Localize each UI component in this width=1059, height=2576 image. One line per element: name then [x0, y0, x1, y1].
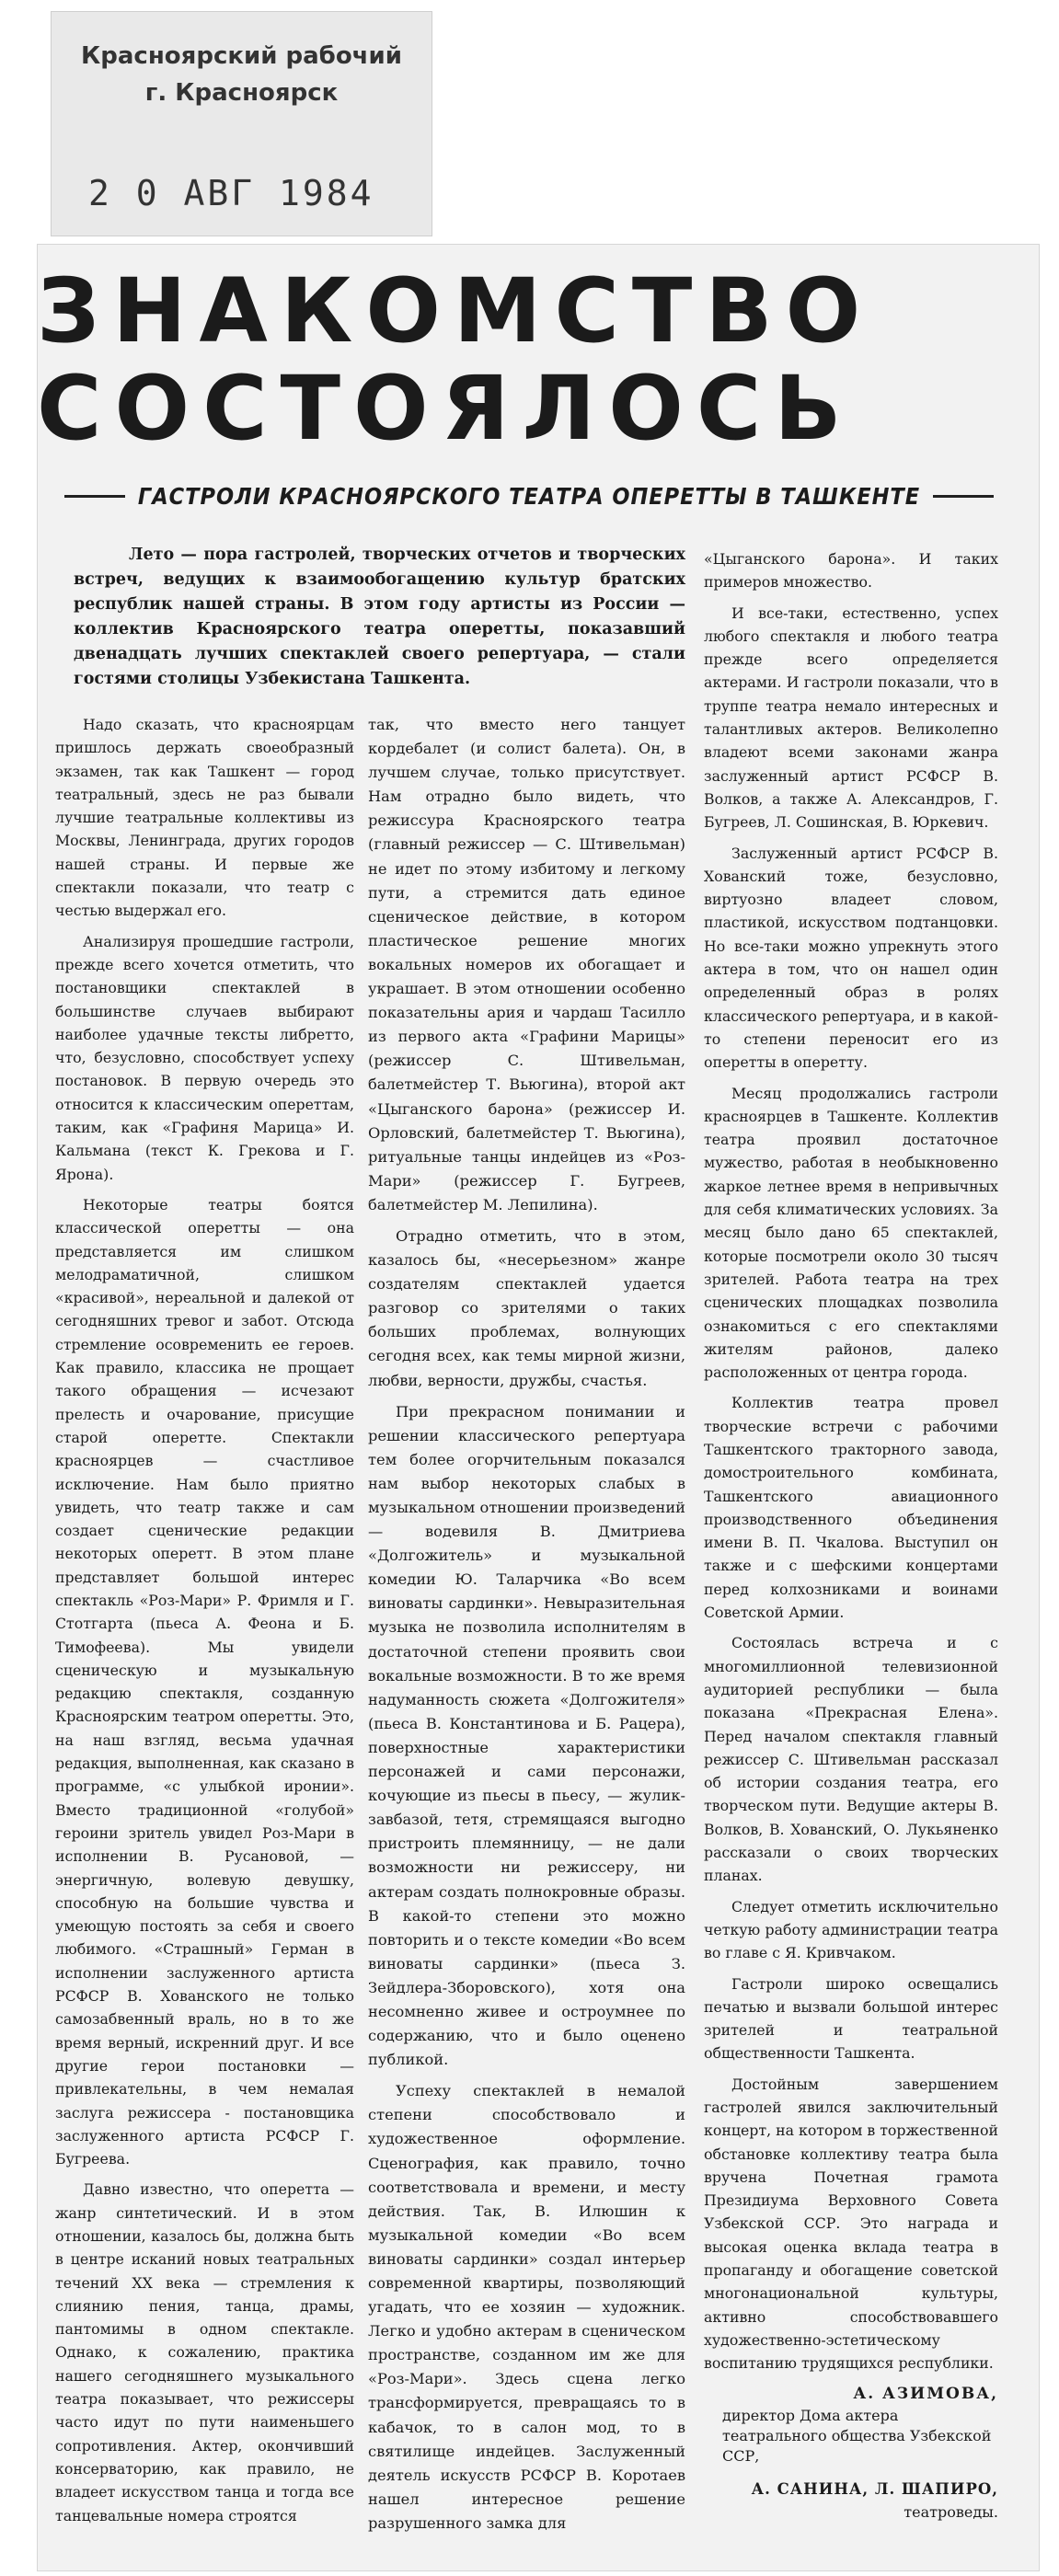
paragraph: Успеху спектаклей в немалой степени способствовало и художественное оформление. Сценография, как правило, точно соответствовала и времени, и месту действия. Так, В. Илюшин к музыкальной комедии «Во всем виноваты сардинки» создал интерьер современной квартиры, позволяющий угадать, что ее хозяин — художник. Легко и удобно актерам в сценическом пространстве, созданном им же для «Роз-Мари». Здесь сцена легко трансформируется, превращаясь то в кабачок, то в салон мод, то в святилище индейцев. Заслуженный деятель искусств РСФСР В. Коротаев нашел интересное решение разрушенного замка для	[368, 2082, 685, 2532]
newspaper-city: г. Красноярск	[144, 79, 339, 107]
subtitle-text: ГАСТРОЛИ КРАСНОЯРСКОГО ТЕАТРА ОПЕРЕТТЫ В ТАШКЕНТЕ	[137, 483, 921, 510]
signature-authors-role: театроведы.	[904, 2503, 998, 2522]
paragraph: Отрадно отметить, что в этом, казалось бы, «несерьезном» жанре создателям спектаклей удается разговор со зрителями о таких больших проблемах, волнующих сегодня всех, как темы мирной жизни, любви, верности, дружбы, счастья.	[368, 1226, 685, 1389]
paragraph: Анализируя прошедшие гастроли, прежде всего хочется отметить, что постановщики спектаклей в большинстве случаев выбирают наиболее удачные тексты либретто, что, безусловно, способствует успеху постановок. В первую очередь это относится к классическим опереттам, таким, как «Графиня Марица» И. Кальмана (текст К. Грекова и Г. Ярона).	[55, 932, 354, 1183]
column-1	[55, 713, 354, 2535]
signature-name: А. АЗИМОВА,	[853, 2384, 998, 2403]
signature-role: директор Дома актера театрального общества Узбекской ССР,	[722, 2406, 992, 2465]
lead-paragraph: Лето — пора гастролей, творческих отчетов и творческих встреч, ведущих к взаимообогащению культур братских республик нашей страны. В этом году артисты из России — коллектив Красноярского театра оперетты, показавший двенадцать лучших спектаклей своего репертуара, — стали гостями столицы Узбекистана Ташкента.	[74, 546, 685, 688]
signature-authors: А. САНИНА, Л. ШАПИРО,	[751, 2479, 998, 2498]
newspaper-name: Красноярский рабочий	[81, 42, 402, 70]
paragraph: Заслуженный артист РСФСР В. Хованский тоже, безусловно, виртуозно владеет словом, пластикой, искусством подтанцовки. Но все-таки можно упрекнуть этого актера в том, что он нашел один определенный образ в ролях классического репертуара, и в какой-то степени переносит его из оперетты в оперетту.	[704, 844, 998, 1072]
clipping-date: 2 0 АВГ 1984	[88, 173, 374, 213]
signatures	[704, 2383, 998, 2524]
paragraph: И все-таки, естественно, успех любого спектакля и любого театра прежде всего определяется актерами. И гастроли показали, что в труппе театра немало интересных и талантливых актеров. Великолепно владеют всеми законами жанра заслуженный артист РСФСР В. Волков, а также А. Александров, Г. Бугреев, Л. Сошинская, В. Юркевич.	[704, 604, 998, 832]
headline	[37, 259, 984, 460]
paragraph: «Цыганского барона». И таких примеров множество.	[704, 550, 998, 592]
paragraph: Надо сказать, что красноярцам пришлось держать своеобразный экзамен, так как Ташкент — город театральный, здесь не раз бывали лучшие театральные коллективы из Москвы, Ленинграда, других городов нашей страны. И первые же спектакли показали, что театр с честью выдержал его.	[55, 716, 354, 920]
headline-line2: СОСТОЯЛОСЬ	[37, 357, 855, 460]
paragraph: При прекрасном понимании и решении классического репертуара тем более огорчительным показался нам выбор некоторых слабых в музыкальном отношении произведений — водевиля В. Дмитриева «Долгожитель» и музыкальной комедии Ю. Таларчика «Во всем виноваты сардинки». Невыразительная музыка не позволила исполнителям в достаточной степени проявить свои вокальные возможности. В то же время надуманность сюжета «Долгожителя» (пьеса В. Константинова и Б. Рацера), поверхностные характеристики персонажей и сами персонажи, кочующие из пьесы в пьесу, — жулик-завбазой, тетя, стремящаяся выгодно пристроить племянницу, — не дали возможности ни режиссеру, ни актерам создать полнокровные образы. В какой-то степени это можно повторить и о тексте комедии «Во всем виноваты сардинки» (пьеса З. Зейдлера-Зборовского), хотя она несомненно живее и остроумнее по содержанию, что и было оценено публикой.	[368, 1402, 685, 2069]
subtitle-rule-right	[933, 495, 994, 498]
clipping-stamp	[51, 11, 432, 236]
paragraph: Некоторые театры боятся классической оперетты — она представляется им слишком мелодраматичной, слишком «красивой», нереальной и далекой от сегодняшних тревог и забот. Отсюда стремление осовременить ее героев. Как правило, классика не прощает такого обращения — исчезают прелесть и очарование, присущие старой оперетте. Спектакли красноярцев — счастливое исключение. Нам было приятно увидеть, что театр также и сам создает сценические редакции некоторых оперетт. В этом плане представляет большой интерес спектакль «Роз-Мари» Р. Фримля и Г. Стотгарта (пьеса А. Феона и Б. Тимофеева). Мы увидели сценическую и музыкальную редакцию спектакля, созданную Красноярским театром оперетты. Это, на наш взгляд, весьма удачная редакция, выполненная, как сказано в программе, «с улыбкой иронии». Вместо традиционной «голубой» героини зритель увидел Роз-Мари в исполнении В. Русановой, — энергичную, волевую девушку, способную на большие чувства и умеющую постоять за себя и своего любимого. «Страшный» Герман в исполнении заслуженного артиста РСФСР В. Хованского не только самозабвенный враль, но в то же время верный, искренний друг. И все другие герои постановки — привлекательны, в чем немалая заслуга режиссера - постановщика заслуженного артиста РСФСР Г. Бугреева.	[55, 1195, 354, 2168]
headline-line1: ЗНАКОМСТВО	[37, 259, 874, 362]
paragraph: Коллектив театра провел творческие встречи с рабочими Ташкентского тракторного завода, домостроительного комбината, Ташкентского авиационного производственного объединения имени В. П. Чкалова. Выступил он также и с шефскими концертами перед колхозниками и воинами Советской Армии.	[704, 1394, 998, 1622]
paragraph: Следует отметить исключительно четкую работу администрации театра во главе с Я. Кривчаком.	[704, 1897, 998, 1962]
paragraph: Давно известно, что оперетта — жанр синтетический. И в этом отношении, казалось бы, должна быть в центре исканий новых театральных течений XX века — стремления к слиянию пения, танца, драмы, пантомимы в одном спектакле. Однако, к сожалению, практика нашего сегодняшнего музыкального театра показывает, что режиссеры часто идут по пути наименьшего сопротивления. Актер, окончивший консерваторию, как правило, не владеет искусством танца и тогда все танцевальные номера строятся	[55, 2180, 354, 2524]
paragraph: Состоялась встреча и с многомиллионной телевизионной аудиторией республики — была показана «Прекрасная Елена». Перед началом спектакля главный режиссер С. Штивельман рассказал об истории создания театра, его творческом пути. Ведущие актеры В. Волков, В. Хованский, О. Лукьяненко рассказали о своих творческих планах.	[704, 1634, 998, 1885]
paragraph: Достойным завершением гастролей явился заключительный концерт, на котором в торжественной обстановке коллективу театра была вручена Почетная грамота Президиума Верховного Совета Узбекской ССР. Это награда и высокая оценка вклада театра в пропаганду и обогащение советской многонациональной культуры, активно способствовавшего художественно-эстетическому воспитанию трудящихся республики.	[704, 2075, 998, 2373]
paragraph: Месяц продолжались гастроли красноярцев в Ташкенте. Коллектив театра проявил достаточное мужество, работая в необыкновенно жаркое летнее время в непривычных для себя климатических условиях. За месяц было дано 65 спектаклей, которые посмотрели около 30 тысяч зрителей. Работа театра на трех сценических площадках позволила ознакомиться с его спектаклями жителям районов, далеко расположенных от центра города.	[704, 1084, 998, 1382]
column-3	[704, 547, 998, 2524]
subtitle	[64, 483, 994, 510]
column-2	[368, 713, 685, 2543]
paragraph: так, что вместо него танцует кордебалет (и солист балета). Он, в лучшем случае, только присутствует. Нам отрадно было видеть, что режиссура Красноярского театра (главный режиссер — С. Штивельман) не идет по этому избитому и легкому пути, а стремится дать единое сценическое действие, в котором пластическое решение многих вокальных номеров их обогащает и украшает. В этом отношении особенно показательны ария и чардаш Тасилло из первого акта «Графини Марицы» (режиссер С. Штивельман, балетмейстер Т. Вьюгина), второй акт «Цыганского барона» (режиссер И. Орловский, балетмейстер Т. Вьюгина), ритуальные танцы индейцев из «Роз-Мари» (режиссер Г. Бугреев, балетмейстер М. Лепилина).	[368, 716, 685, 1213]
subtitle-rule-left	[64, 495, 125, 498]
paragraph: Гастроли широко освещались печатью и вызвали большой интерес зрителей и театральной общественности Ташкента.	[704, 1974, 998, 2063]
